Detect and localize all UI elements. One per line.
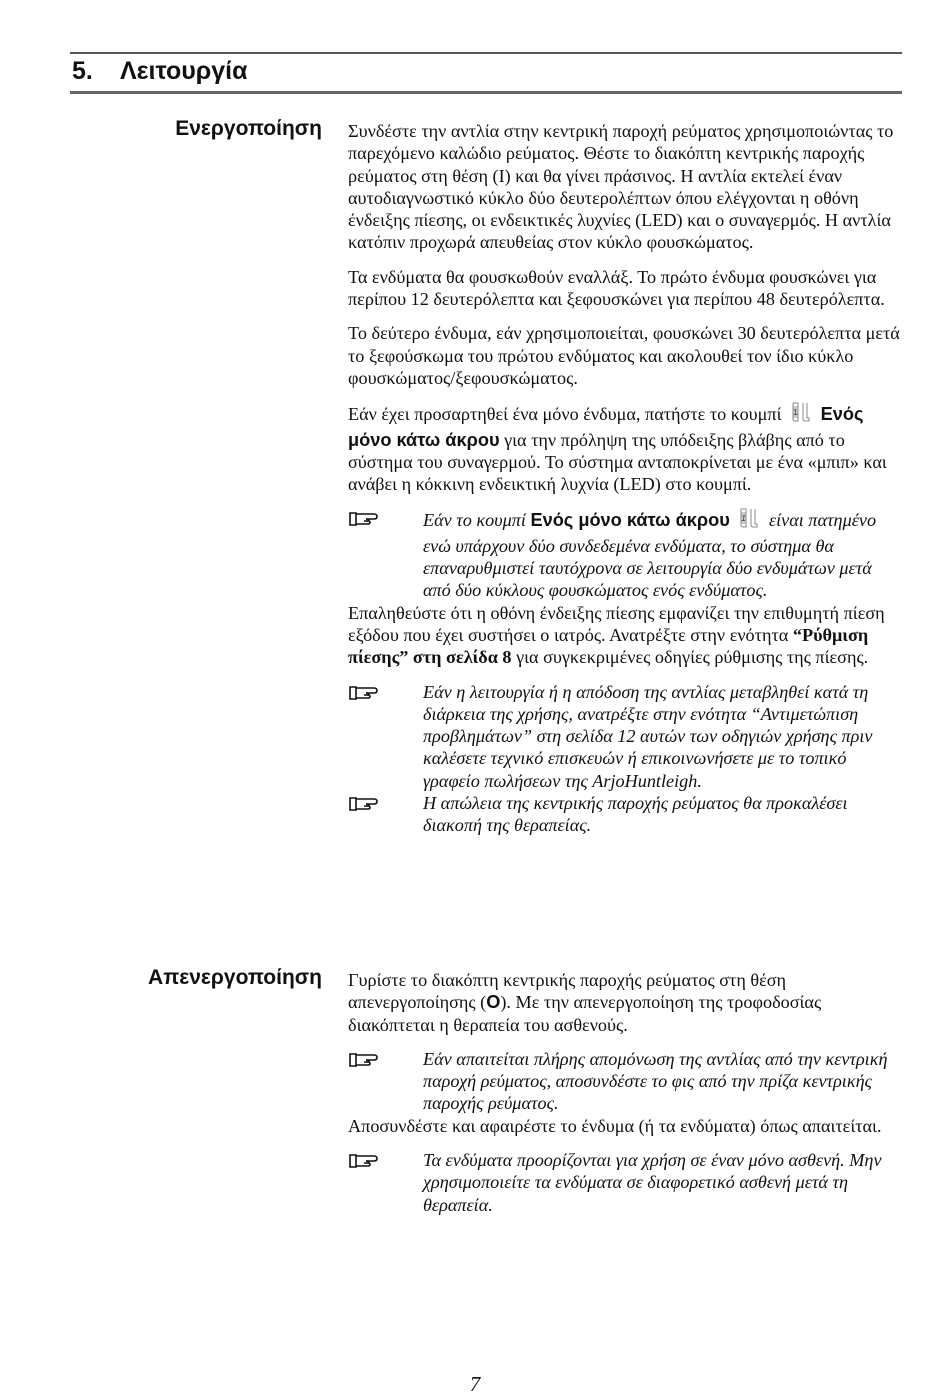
- section-body-on: [348, 120, 904, 837]
- paragraph: [348, 602, 904, 669]
- section-body-off: [348, 969, 904, 1216]
- note-text: Εάν απαιτείται πλήρης απομόνωση της αντλίας από την κεντρική παροχή ρεύματος, αποσυνδέστε το φις από την πρίζα κεντρικής παροχής ρεύματος.: [423, 1048, 888, 1114]
- chapter-number: 5.: [72, 57, 93, 85]
- off-symbol: O: [486, 992, 501, 1013]
- paragraph: Αποσυνδέστε και αφαιρέστε το ένδυμα (ή τα ενδύματα) όπως απαιτείται.: [348, 1115, 882, 1136]
- chapter-title: Λειτουργία: [120, 57, 248, 85]
- single-limb-button-icon: [738, 507, 760, 534]
- text: Επαληθεύστε ότι η οθόνη ένδειξης πίεσης εμφανίζει την επιθυμητή πίεση εξόδου που έχει συστήσει ο ιατρός. Ανατρέξτε στην ενότητα: [348, 602, 885, 645]
- paragraph: [348, 401, 904, 495]
- paragraph: Τα ενδύματα θα φουσκωθούν εναλλάξ. Το πρώτο ένδυμα φουσκώνει για περίπου 12 δευτερόλεπτα και ξεφουσκώνει για περίπου 48 δευτερόλεπτα.: [348, 266, 885, 310]
- paragraph: Το δεύτερο ένδυμα, εάν χρησιμοποιείται, φουσκώνει 30 δευτερόλεπτα μετά το ξεφούσκωμα του πρώτου ενδύματος και ακολουθεί τον ίδιο κύκλο φουσκώματος/ξεφουσκώματος.: [348, 323, 900, 388]
- button-name: Ενός μόνο κάτω άκρου: [530, 510, 730, 531]
- pointing-hand-icon: [348, 1149, 388, 1171]
- note: [348, 507, 904, 601]
- note-text: Εάν το κουμπί: [423, 510, 526, 531]
- section-heading-off: Απενεργοποίηση: [148, 966, 322, 989]
- note: [348, 1149, 904, 1216]
- pointing-hand-icon: [348, 507, 388, 529]
- note-text: Τα ενδύματα προορίζονται για χρήση σε έναν μόνο ασθενή. Μην χρησιμοποιείτε τα ενδύματα σε διαφορετικό ασθενή μετά τη θεραπεία.: [423, 1150, 882, 1215]
- note: [348, 681, 904, 792]
- note: [348, 792, 904, 837]
- header-rule-bottom: [70, 91, 902, 94]
- text: ). Με την απενεργοποίηση της τροφοδοσίας διακόπτεται η θεραπεία του ασθενούς.: [348, 992, 822, 1035]
- button-name: Ενός μόνο κάτω άκρου: [348, 404, 864, 450]
- note: [348, 1048, 904, 1115]
- pointing-hand-icon: [348, 1048, 388, 1070]
- note-text: Εάν η λειτουργία ή η απόδοση της αντλίας μεταβληθεί κατά τη διάρκεια της χρήσης, ανατρέξτε στην ενότητα “Αντιμετώπιση προβλημάτων” στη σελίδα 12 αυτών των οδηγιών χρήσης πριν καλέσετε τεχνικό επισκευών ή επικοινωνήσετε με το τοπικό γραφείο πωλήσεων της ArjoHuntleigh.: [423, 681, 873, 791]
- note-text: είναι πατημένο ενώ υπάρχουν δύο συνδεδεμένα ενδύματα, το σύστημα θα επαναρυθμιστεί ταυτόχρονα σε λειτουργία δύο ενδυμάτων μετά από δύο κύκλους φουσκώματος ενός ενδύματος.: [423, 510, 877, 601]
- paragraph: Συνδέστε την αντλία στην κεντρική παροχή ρεύματος χρησιμοποιώντας το παρεχόμενο καλώδιο ρεύματος. Θέστε το διακόπτη κεντρικής παροχής ρεύματος στη θέση (I) και θα γίνει πράσινος. Η αντλία εκτελεί έναν αυτοδιαγνωστικό κύκλο δύο δευτερολέπτων όπου ελέγχονται η οθόνη ένδειξης πίεσης, οι ενδεικτικές λυχνίες (LED) και ο συναγερμός. Η αντλία κατόπιν προχωρά απευθείας στον κύκλο φουσκώματος.: [348, 121, 894, 253]
- svg-text:1: 1: [741, 514, 747, 524]
- section-heading-on: Ενεργοποίηση: [175, 117, 322, 140]
- header-rule-top: [70, 52, 902, 54]
- pointing-hand-icon: [348, 681, 388, 703]
- paragraph: [348, 969, 904, 1036]
- text: Γυρίστε το διακόπτη κεντρικής παροχής ρεύματος στη θέση απενεργοποίησης (: [348, 970, 787, 1013]
- text: για συγκεκριμένες οδηγίες ρύθμισης της πίεσης.: [516, 647, 869, 668]
- cross-reference: “Ρύθμιση πίεσης” στη σελίδα 8: [348, 624, 869, 668]
- pointing-hand-icon: [348, 792, 388, 814]
- single-limb-button-icon: [790, 401, 812, 428]
- page-number: 7: [469, 1372, 481, 1396]
- svg-text:1: 1: [793, 408, 798, 418]
- note-text: Η απώλεια της κεντρικής παροχής ρεύματος θα προκαλέσει διακοπή της θεραπείας.: [423, 793, 848, 836]
- text: για την πρόληψη της υπόδειξης βλάβης από το σύστημα του συναγερμού. Το σύστημα ανταποκρίνεται με ένα «μπιπ» και ανάβει η κόκκινη ενδεικτική λυχνία (LED) στο κουμπί.: [348, 429, 887, 495]
- chapter-heading: [72, 57, 247, 86]
- text: Εάν έχει προσαρτηθεί ένα μόνο ένδυμα, πατήστε το κουμπί: [348, 404, 782, 425]
